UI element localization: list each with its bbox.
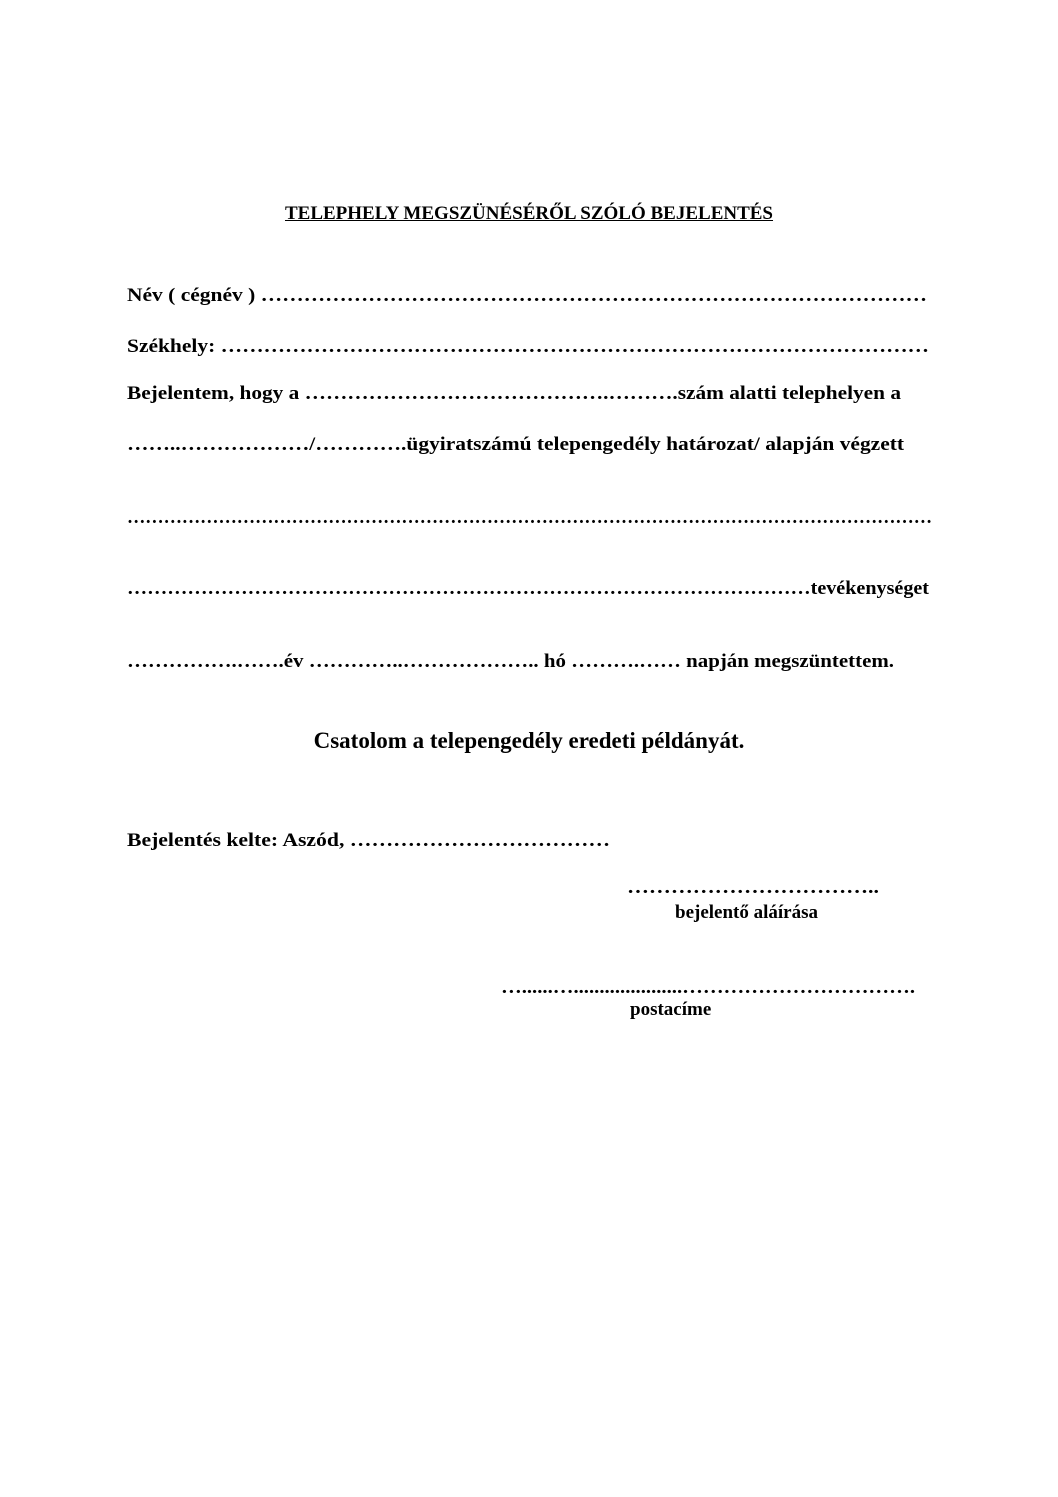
seat-line-text: Székhely: ……………………………………………………………………………………… [127, 336, 929, 357]
signature-dots [627, 877, 879, 899]
postal-dots [501, 977, 915, 999]
signature-label: bejelentő aláírása [675, 902, 819, 923]
date-line [127, 651, 894, 673]
report-line-text: Bejelentem, hogy a …………………………………….……….szám alatti telephelyen a [127, 383, 901, 404]
document-title: TELEPHELY MEGSZÜNÉSÉRŐL SZÓLÓ BEJELENTÉS [284, 203, 774, 224]
permit-line-text: ……..………………/………….ügyiratszámú telepengedély határozat/ alapján végzett [127, 434, 904, 455]
date-line-text: …………….…….év …………..……………….. hó ……….…… napján megszüntettem. [127, 651, 894, 672]
postal-dots-text: …......….....................……………………………. [501, 977, 915, 998]
name-line [127, 285, 927, 307]
blank-line-1 [127, 507, 963, 529]
activity-line-text: …………………………………………………………………………………………tevékenységet [127, 578, 930, 599]
dated-line-text: Bejelentés kelte: Aszód, ……………………………… [127, 830, 610, 851]
signature-dots-text: …………………………….. [627, 877, 879, 898]
permit-line [127, 434, 904, 456]
report-line [127, 383, 901, 405]
blank-line-1-text: …………………………………………………………………………………………………………………… [127, 507, 932, 528]
postal-label: postacíme [630, 999, 712, 1020]
seat-line [127, 336, 929, 358]
attachment-notice: Csatolom a telepengedély eredeti példányát. [313, 728, 745, 753]
name-line-text: Név ( cégnév ) ………………………………………………………………………………… [127, 285, 927, 306]
dated-line [127, 830, 610, 852]
activity-line [127, 578, 930, 600]
